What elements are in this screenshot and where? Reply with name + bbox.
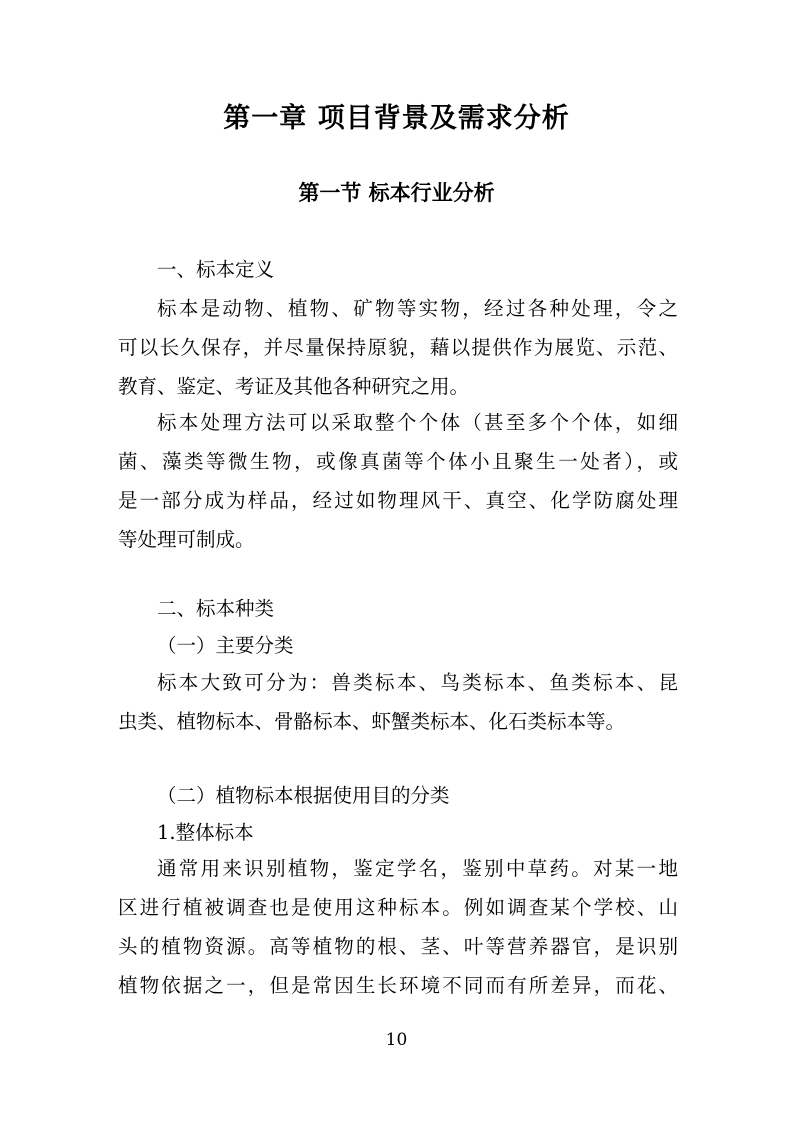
- paragraph-line: 标本是动物、植物、矿物等实物，经过各种处理，令之: [157, 297, 678, 320]
- section-title: 第一节 标本行业分析: [298, 180, 495, 205]
- paragraph-line: 植物依据之一，但是常因生长环境不同而有所差异，而花、: [118, 974, 678, 997]
- paragraph-line: 教育、鉴定、考证及其他各种研究之用。: [118, 375, 470, 398]
- paragraph-line: 菌、藻类等微生物，或像真菌等个体小且聚生一处者），或: [118, 450, 678, 473]
- page-number: 10: [385, 1030, 408, 1050]
- paragraph-line: 等处理可制成。: [118, 528, 255, 551]
- paragraph-line: 是一部分成为样品，经过如物理风干、真空、化学防腐处理: [118, 489, 678, 512]
- paragraph-definition: [118, 289, 678, 406]
- heading-definition: [118, 250, 678, 289]
- sub-heading-plant-classes: [118, 776, 678, 815]
- heading-definition-text: 一、标本定义: [157, 258, 275, 281]
- paragraph-line: 标本处理方法可以采取整个个体（甚至多个个体，如细: [157, 411, 678, 434]
- sub-heading-main-classes-text: （一）主要分类: [157, 634, 294, 657]
- paragraph-line: 头的植物资源。高等植物的根、茎、叶等营养器官，是识别: [118, 935, 678, 958]
- sub-heading-plant-classes-text: （二）植物标本根据使用目的分类: [157, 784, 450, 807]
- paragraph-processing: [118, 403, 678, 559]
- paragraph-line: 区进行植被调查也是使用这种标本。例如调查某个学校、山: [118, 896, 678, 919]
- heading-types: [118, 589, 678, 628]
- sub-heading-main-classes: [118, 626, 678, 665]
- chapter-title: 第一章 项目背景及需求分析: [223, 103, 570, 134]
- paragraph-line: 标本大致可分为：兽类标本、鸟类标本、鱼类标本、昆: [157, 671, 678, 694]
- item-whole-specimen-text: 1.整体标本: [157, 821, 254, 844]
- paragraph-main-classes: [118, 663, 678, 741]
- paragraph-whole-specimen: [118, 849, 678, 1005]
- paragraph-line: 虫类、植物标本、骨骼标本、虾蟹类标本、化石类标本等。: [118, 710, 626, 733]
- paragraph-line: 通常用来识别植物，鉴定学名，鉴别中草药。对某一地: [157, 857, 678, 880]
- paragraph-line: 可以长久保存，并尽量保持原貌，藉以提供作为展览、示范、: [118, 336, 678, 359]
- item-whole-specimen: [118, 813, 678, 852]
- heading-types-text: 二、标本种类: [157, 597, 275, 620]
